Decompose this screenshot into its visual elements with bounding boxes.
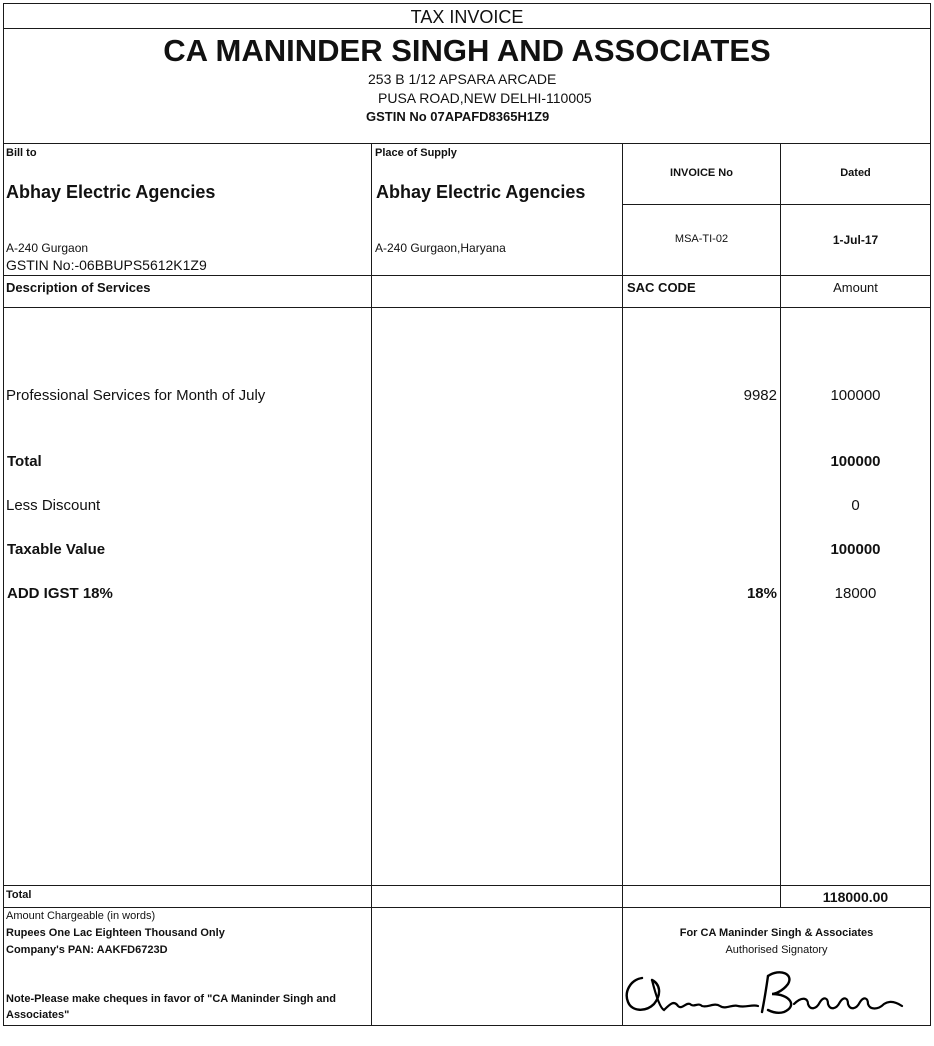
grand-total-bottom-divider: [3, 907, 931, 908]
igst-label: ADD IGST 18%: [7, 585, 113, 602]
address-line-2: PUSA ROAD,NEW DELHI-110005: [378, 90, 592, 106]
outer-border-bottom: [3, 1025, 931, 1026]
outer-border-left: [3, 3, 4, 1026]
company-pan: Company's PAN: AAKFD6723D: [6, 944, 168, 956]
doc-type-title: TAX INVOICE: [410, 7, 524, 27]
col-divider-1: [371, 143, 372, 1026]
place-of-supply-label: Place of Supply: [375, 147, 457, 159]
service-amount: 100000: [830, 387, 881, 404]
subtotal-amount: 100000: [830, 453, 881, 470]
service-sac-code: 9982: [743, 387, 777, 404]
invoice-date: 1-Jul-17: [832, 233, 879, 247]
address-line-1: 253 B 1/12 APSARA ARCADE: [368, 71, 557, 87]
header-divider: [3, 143, 931, 144]
invoice-number-label: INVOICE No: [670, 167, 733, 179]
bill-to-label: Bill to: [6, 147, 37, 159]
company-name: CA MANINDER SINGH AND ASSOCIATES: [163, 33, 771, 68]
column-header-divider: [3, 307, 931, 308]
bill-to-gstin: GSTIN No:-06BBUPS5612K1Z9: [6, 257, 207, 273]
grand-total-amount: 118000.00: [822, 889, 889, 905]
invoice-date-label: Dated: [840, 167, 871, 179]
signature-icon: [622, 966, 912, 1024]
outer-border-right: [930, 3, 931, 1026]
col-divider-2: [622, 143, 623, 1026]
company-gstin: GSTIN No 07APAFD8365H1Z9: [366, 109, 550, 124]
amount-in-words: Rupees One Lac Eighteen Thousand Only: [6, 927, 225, 939]
for-company-label: For CA Maninder Singh & Associates: [679, 927, 874, 939]
col-divider-3: [780, 143, 781, 908]
service-description: Professional Services for Month of July: [6, 387, 266, 404]
taxable-value-label: Taxable Value: [7, 541, 106, 558]
igst-amount: 18000: [834, 585, 877, 602]
title-divider: [3, 28, 931, 29]
subtotal-label: Total: [7, 453, 42, 470]
sac-column-header: SAC CODE: [627, 280, 696, 295]
place-of-supply-address: A-240 Gurgaon,Haryana: [375, 241, 506, 255]
outer-border-top: [3, 3, 931, 4]
amount-column-header: Amount: [833, 280, 878, 295]
grand-total-top-divider: [3, 885, 931, 886]
invoice-number: MSA-TI-02: [674, 233, 729, 245]
discount-amount: 0: [851, 497, 860, 514]
cheque-note-line-1: Note-Please make cheques in favor of "CA Maninder Singh and: [6, 993, 336, 1005]
taxable-value-amount: 100000: [830, 541, 881, 558]
place-of-supply-name: Abhay Electric Agencies: [376, 182, 586, 202]
amount-in-words-label: Amount Chargeable (in words): [6, 910, 156, 922]
invoice-meta-divider: [622, 204, 931, 205]
igst-rate: 18%: [746, 585, 777, 602]
cheque-note-line-2: Associates": [6, 1009, 70, 1021]
bill-to-address: A-240 Gurgaon: [6, 241, 89, 255]
grand-total-label: Total: [6, 889, 32, 901]
authorised-signatory-label: Authorised Signatory: [725, 944, 828, 956]
bill-to-name: Abhay Electric Agencies: [6, 182, 216, 202]
party-bottom-divider: [3, 275, 931, 276]
description-column-header: Description of Services: [6, 280, 151, 295]
discount-label: Less Discount: [6, 497, 101, 514]
